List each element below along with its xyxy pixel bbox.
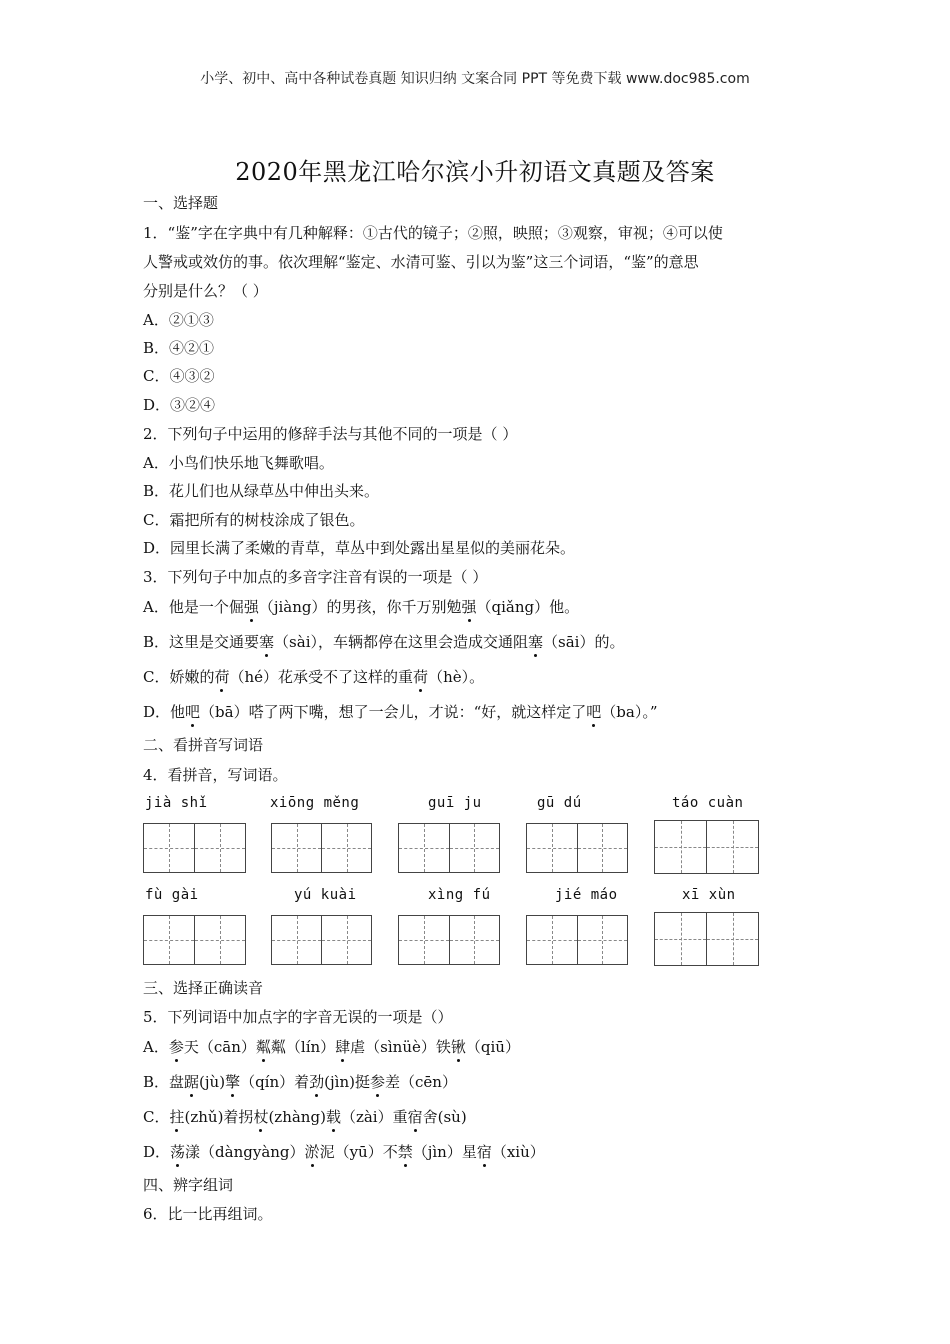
question-text: 2．下列句子中运用的修辞手法与其他不同的一项是（ ） <box>143 425 518 443</box>
question-text: 人警戒或效仿的事。依次理解“鉴定、水清可鉴、引以为鉴”这三个词语，“鉴”的意思 <box>143 253 699 271</box>
writing-grid[interactable] <box>526 915 628 965</box>
writing-grid[interactable] <box>398 915 500 965</box>
option-d: D．③②④ <box>143 396 216 414</box>
pinyin-label: xìng fú <box>428 887 491 903</box>
option-c: C．娇嫩的荷（hé）花承受不了这样的重荷（hè）。 <box>143 668 485 686</box>
writing-grid[interactable] <box>654 820 759 874</box>
option-d: D．荡漾（dàngyàng）淤泥（yū）不禁（jìn）星宿（xiù） <box>143 1143 545 1161</box>
question-text: 4．看拼音，写词语。 <box>143 766 288 784</box>
pinyin-label: gū dú <box>537 795 582 811</box>
option-a: A．②①③ <box>143 311 214 329</box>
section-heading: 一、选择题 <box>143 194 219 212</box>
writing-grid[interactable] <box>143 823 246 873</box>
pinyin-label: táo cuàn <box>672 795 744 811</box>
writing-grid[interactable] <box>398 823 500 873</box>
question-text: 分别是什么？（ ） <box>143 282 268 300</box>
page-title: 2020年黑龙江哈尔滨小升初语文真题及答案 <box>235 158 715 186</box>
option-a: A．参天（cān）粼粼（lín）肆虐（sìnüè）铁锹（qiū） <box>143 1038 520 1056</box>
option-b: B．花儿们也从绿草丛中伸出头来。 <box>143 482 380 500</box>
option-a: A．小鸟们快乐地飞舞歌唱。 <box>143 454 334 472</box>
option-c: C．④③② <box>143 367 215 385</box>
option-a: A．他是一个倔强（jiàng）的男孩，你千万别勉强（qiǎng）他。 <box>143 598 580 616</box>
option-c: C．霜把所有的树枝涂成了银色。 <box>143 511 365 529</box>
question-text: 3．下列句子中加点的多音字注音有误的一项是（ ） <box>143 568 488 586</box>
question-text: 5．下列词语中加点字的字音无误的一项是（） <box>143 1008 453 1026</box>
pinyin-label: fù gài <box>145 887 199 903</box>
pinyin-label: xī xùn <box>682 887 736 903</box>
option-b: B．盘踞(jù)擎（qín）着劲(jìn)挺参差（cēn） <box>143 1073 457 1091</box>
writing-grid[interactable] <box>143 915 246 965</box>
option-b: B．这里是交通要塞（sài），车辆都停在这里会造成交通阻塞（sāi）的。 <box>143 633 625 651</box>
writing-grid[interactable] <box>271 915 372 965</box>
section-heading: 二、看拼音写词语 <box>143 736 264 754</box>
option-c: C．拄(zhǔ)着拐杖(zhàng)载（zài）重宿舍(sù) <box>143 1108 467 1126</box>
option-b: B．④②① <box>143 339 215 357</box>
pinyin-label: yú kuài <box>294 887 357 903</box>
writing-grid[interactable] <box>654 912 759 966</box>
question-text: 1．“鉴”字在字典中有几种解释：①古代的镜子；②照，映照；③观察，审视；④可以使 <box>143 224 723 242</box>
pinyin-label: guī ju <box>428 795 482 811</box>
writing-grid[interactable] <box>526 823 628 873</box>
pinyin-label: jià shǐ <box>145 795 208 811</box>
section-heading: 三、选择正确读音 <box>143 979 264 997</box>
pinyin-label: xiōng měng <box>270 795 360 811</box>
writing-grid[interactable] <box>271 823 372 873</box>
pinyin-label: jié máo <box>555 887 618 903</box>
page-header: 小学、初中、高中各种试卷真题 知识归纳 文案合同 PPT 等免费下载 www.doc985.com <box>200 71 750 87</box>
section-heading: 四、辨字组词 <box>143 1176 234 1194</box>
option-d: D．他吧（bā）嗒了两下嘴，想了一会儿，才说：“好，就这样定了吧（ba）。” <box>143 703 658 721</box>
option-d: D．园里长满了柔嫩的青草，草丛中到处露出星星似的美丽花朵。 <box>143 539 576 557</box>
question-text: 6．比一比再组词。 <box>143 1205 273 1223</box>
